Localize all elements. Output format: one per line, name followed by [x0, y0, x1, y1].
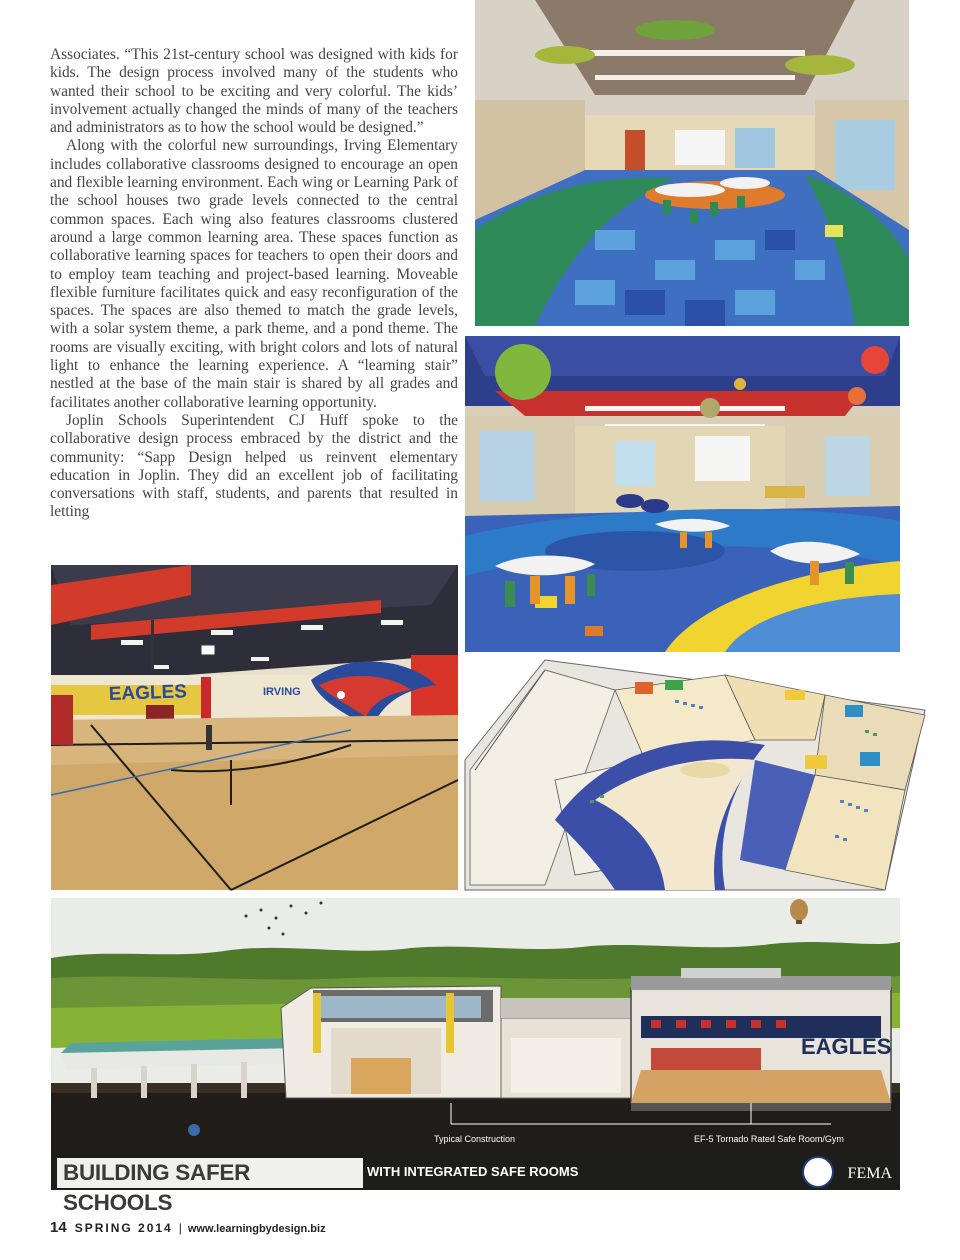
issue-date: SPRING 2014 [74, 1221, 173, 1235]
article-body [50, 46, 458, 522]
page-number: 14 [50, 1219, 67, 1236]
footer-separator: | [178, 1221, 182, 1235]
photo-learning-commons-1 [475, 0, 909, 326]
section-wall-text-eagles: EAGLES [801, 1034, 892, 1059]
section-banner [51, 1156, 900, 1215]
gym-wall-text-irving: IRVING [263, 686, 301, 698]
image-safe-room-section [51, 898, 900, 1215]
label-typical-construction: Typical Construction [434, 1134, 516, 1144]
article-paragraph: Along with the colorful new surroundings, Irving Elementary includes collaborative classrooms designed to encourage an open and flexible learning environment. Each wing or Learning Park of the school houses two grade levels connected to the central common spaces. Each wing also features classrooms clustered around a large common learning area. These spaces function as collaborative learning spaces for teachers to open their doors and to employ team teaching and project-based learning. Moveable flexible furniture facilitates quick and easy reconfiguration of the spaces. The spaces are also themed to match the grade levels, with a solar system theme, a park theme, and a pond theme. The rooms are visually exciting, with bright colors and lots of natural light to enhance the learning experience. A “learning stair” nestled at the base of the main stair is shared by all grades and facilitates another collaborative learning opportunity. [50, 137, 458, 411]
page-footer [50, 1219, 326, 1236]
banner-title: BUILDING SAFER SCHOOLS [57, 1158, 363, 1188]
banner-subtitle: WITH INTEGRATED SAFE ROOMS [367, 1164, 579, 1179]
fema-logo-text: FEMA [847, 1165, 892, 1182]
website-link[interactable]: www.learningbydesign.biz [187, 1223, 326, 1235]
article-paragraph: Joplin Schools Superintendent CJ Huff spoke to the collaborative design process embraced by the district and the community: “Sapp Design helped us reinvent elementary education in Joplin. They did an excellent job of facilitating conversations with staff, students, and parents that resulted in letting [50, 411, 458, 521]
article-paragraph: Associates. “This 21st-century school was designed with kids for kids. The design process involved many of the students who wanted their school to be exciting and very colorful. The kids’ involvement actually changed the minds of many of the teachers and administrators as to how the school would be designed.” [50, 46, 458, 137]
photo-gymnasium [51, 565, 458, 890]
gym-wall-text-eagles: EAGLES [108, 681, 188, 705]
image-isometric-floor-plan [465, 660, 925, 890]
photo-learning-commons-2 [465, 336, 900, 652]
label-safe-room-gym: EF-5 Tornado Rated Safe Room/Gym [694, 1134, 844, 1144]
dhs-seal-icon [802, 1156, 834, 1188]
